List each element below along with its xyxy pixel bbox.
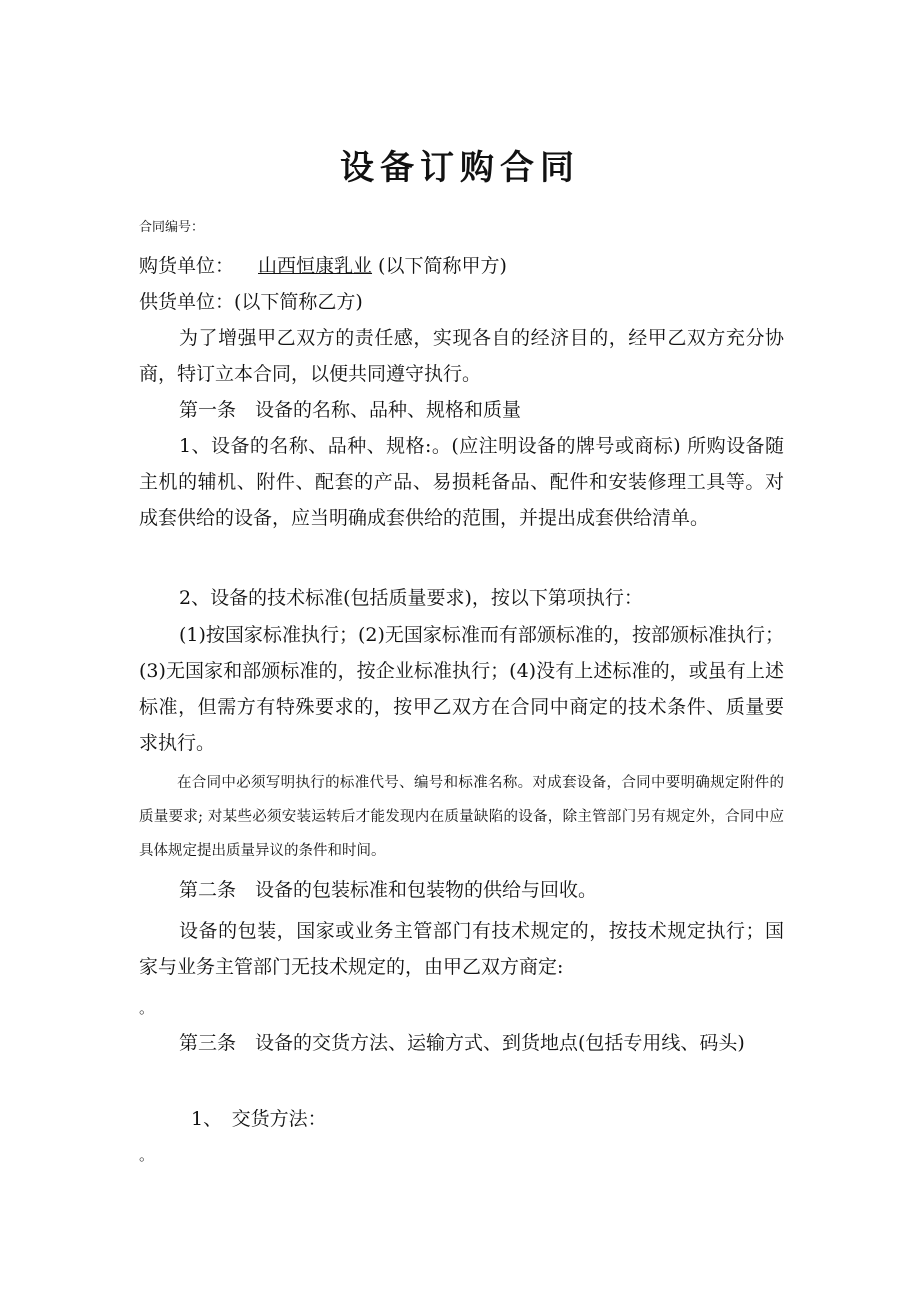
article-3-item-1: 1、 交货方法： xyxy=(191,1108,327,1130)
supplier-line xyxy=(139,284,363,320)
contract-number-label: 合同编号： xyxy=(139,220,205,235)
article-2-body: 设备的包装，国家或业务主管部门有技术规定的，按技术规定执行；国家与业务主管部门无技术规定的，由甲乙双方商定: xyxy=(139,920,784,978)
placeholder-dot-1: 。 xyxy=(139,999,155,1017)
placeholder-dot-2: 。 xyxy=(139,1146,155,1164)
supplier-label: 供货单位： xyxy=(139,291,235,313)
intro-paragraph: 为了增强甲乙双方的责任感，实现各自的经济目的，经甲乙双方充分协商，特订立本合同，以便共同遵守执行。 xyxy=(139,327,784,385)
buyer-name: 山西恒康乳业 xyxy=(258,255,373,277)
buyer-label: 购货单位： xyxy=(139,255,235,277)
article-1-item-1: 1、设备的名称、品种、规格:。(应注明设备的牌号或商标) 所购设备随主机的辅机、附件、配套的产品、易损耗备品、配件和安装修理工具等。对成套供给的设备，应当明确成套供给的范围，并提出成套供给清单。 xyxy=(139,435,784,529)
article-1-item-2: 2、设备的技术标准(包括质量要求)，按以下第项执行： xyxy=(179,587,643,609)
article-1-note: 在合同中必须写明执行的标准代号、编号和标准名称。对成套设备，合同中要明确规定附件的质量要求; 对某些必须安装运转后才能发现内在质量缺陷的设备，除主管部门另有规定外，合同中应具体规定提出质量异议的条件和时间。 xyxy=(139,775,784,859)
document-title: 设备订购合同 xyxy=(340,148,580,188)
buyer-line xyxy=(139,248,507,284)
buyer-suffix: (以下简称甲方) xyxy=(378,255,507,277)
article-3-heading: 第三条 设备的交货方法、运输方式、到货地点(包括专用线、码头) xyxy=(179,1032,745,1054)
article-2-heading: 第二条 设备的包装标准和包装物的供给与回收。 xyxy=(179,879,598,901)
article-1-standards: (1)按国家标准执行；(2)无国家标准而有部颁标准的，按部颁标准执行；(3)无国家和部颁标准的，按企业标准执行；(4)没有上述标准的，或虽有上述标准，但需方有特殊要求的，按甲乙双方在合同中商定的技术条件、质量要求执行。 xyxy=(139,624,784,754)
supplier-suffix: (以下简称乙方) xyxy=(234,291,363,313)
article-1-heading: 第一条 设备的名称、品种、规格和质量 xyxy=(179,399,522,421)
